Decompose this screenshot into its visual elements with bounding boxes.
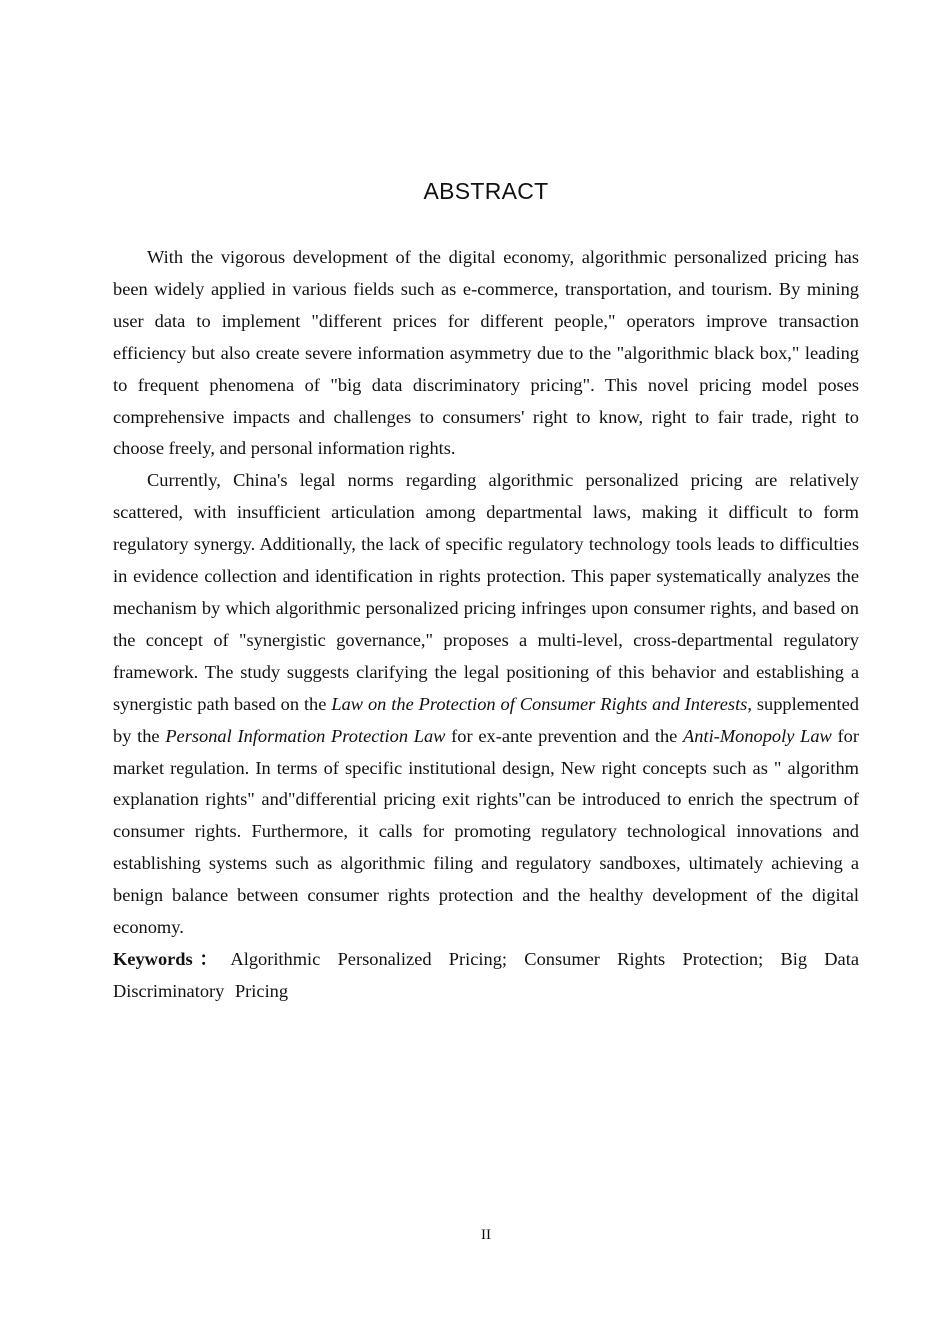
keywords-line — [113, 944, 859, 1008]
paragraph-2-text-4: for market regulation. In terms of specific institutional design, New right concepts such as " algorithm explanation rights" and"differential pricing exit rights"can be introduced to enrich the spectrum of consumer rights. Furthermore, it calls for promoting regulatory technological innovations and establishing systems such as algorithmic filing and regulatory sandboxes, ultimately achieving a benign balance between consumer rights protection and the healthy development of the digital economy. — [113, 725, 859, 938]
keywords-colon: ： — [192, 948, 225, 969]
law-anti-monopoly-title: Anti-Monopoly Law — [683, 725, 832, 746]
abstract-paragraph-1: With the vigorous development of the digital economy, algorithmic personalized pricing has been widely applied in various fields such as e-commerce, transportation, and tourism. By mining user data to implement "different prices for different people," operators improve transaction efficiency but also create severe information asymmetry due to the "algorithmic black box," leading to frequent phenomena of "big data discriminatory pricing". This novel pricing model poses comprehensive impacts and challenges to consumers' right to know, right to fair trade, right to choose freely, and personal information rights. — [113, 247, 859, 459]
law-consumer-rights-title: Law on the Protection of Consumer Rights and Interests — [331, 693, 748, 714]
keywords-label: Keywords — [113, 948, 193, 969]
page-number: II — [481, 1227, 491, 1243]
paragraph-2-text-3: for ex-ante prevention and the — [445, 725, 684, 746]
abstract-paragraph-2 — [113, 465, 859, 944]
abstract-body — [113, 242, 859, 1008]
paragraph-2-text-1: Currently, China's legal norms regarding algorithmic personalized pricing are relatively scattered, with insufficient articulation among departmental laws, making it difficult to form regulatory synergy. Additionally, the lack of specific regulatory technology tools leads to difficulties in evidence collection and identification in rights protection. This paper systematically analyzes the mechanism by which algorithmic personalized pricing infringes upon consumer rights, and based on the concept of "synergistic governance," proposes a multi-level, cross-departmental regulatory framework. The study suggests clarifying the legal positioning of this behavior and establishing a synergistic path based on the — [113, 470, 859, 714]
paragraph-2-text-2: , supplemented by the — [113, 693, 860, 746]
abstract-title: ABSTRACT — [423, 178, 549, 204]
law-personal-information-title: Personal Information Protection Law — [165, 725, 446, 746]
keywords-text: Algorithmic Personalized Pricing; Consumer Rights Protection; Big Data Discriminatory Pricing — [113, 948, 859, 1001]
